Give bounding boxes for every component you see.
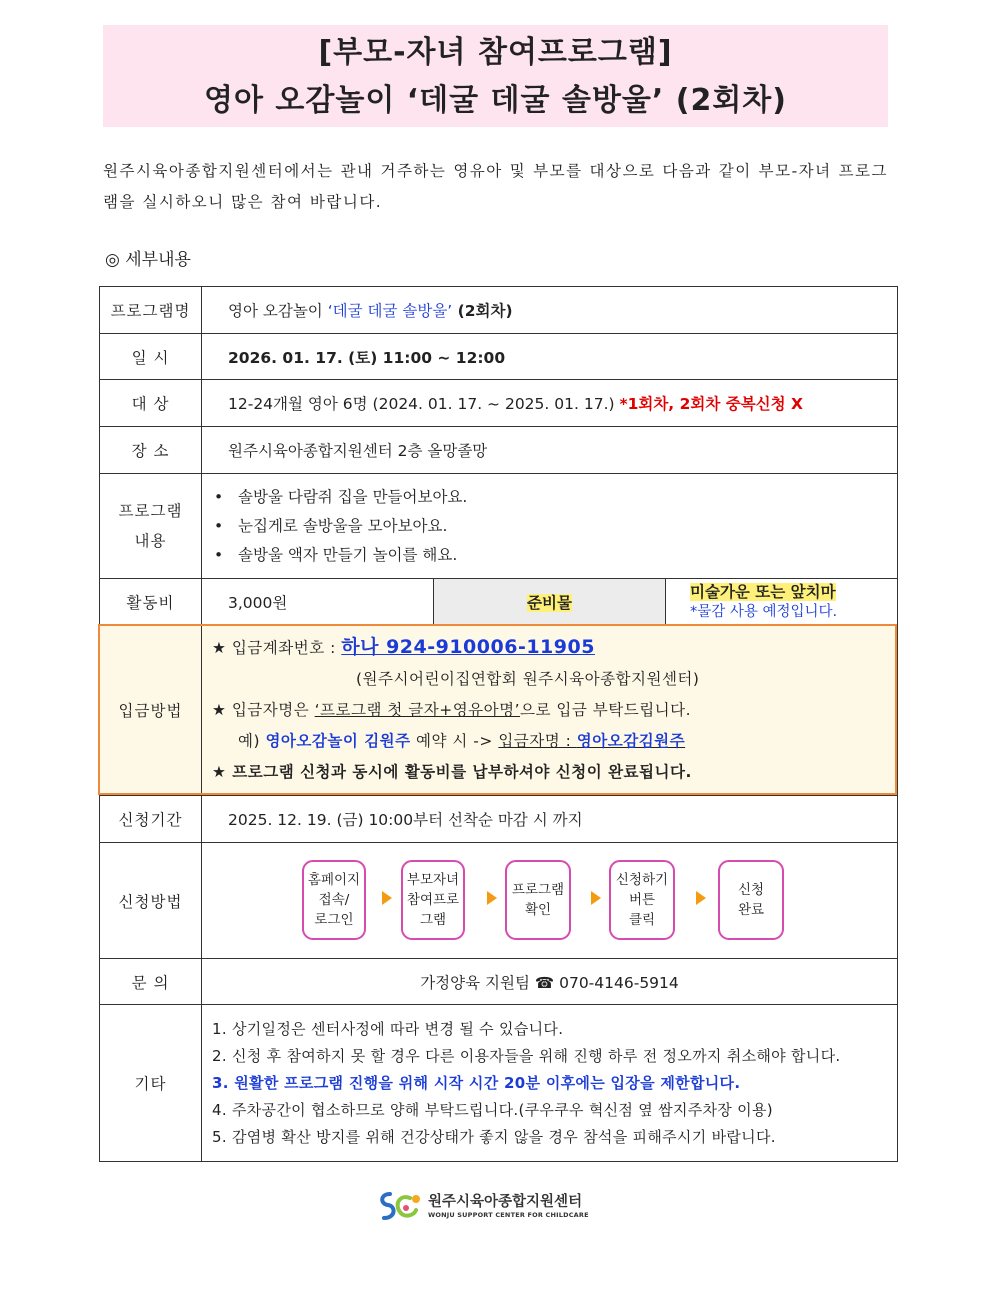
depositor-line [212, 695, 897, 726]
center-logo-icon [376, 1188, 424, 1224]
account-line [212, 632, 897, 664]
label-inquiry: 문 의 [100, 959, 202, 1005]
flow-step-text: 홈페이지 접속/ 로그인 [307, 871, 361, 928]
info-table [99, 286, 898, 1162]
apply-flow [202, 844, 897, 958]
value-period: 2025. 12. 19. (금) 10:00부터 선착순 마감 시 까지 [202, 796, 898, 843]
row-etc [100, 1005, 898, 1162]
footer-center-english: WONJU SUPPORT CENTER FOR CHILDCARE [428, 1211, 589, 1219]
program-prefix: 영아 오감놀이 [228, 302, 328, 320]
arrow-right-icon [382, 891, 392, 905]
title-line-2: 영아 오감놀이 ‘데굴 데굴 솔방울’ (2회차) [203, 83, 787, 118]
value-content [202, 474, 898, 579]
label-fee: 활동비 [100, 579, 202, 625]
label-period: 신청기간 [100, 796, 202, 843]
flow-step-text: 신청하기 버튼 클릭 [615, 871, 669, 928]
row-period [100, 796, 898, 843]
value-etc [202, 1005, 898, 1162]
section-heading: ◎ 세부내용 [105, 250, 191, 270]
account-holder: (원주시어린이집연합회 원주시육아종합지원센터) [356, 670, 700, 688]
value-datetime: 2026. 01. 17. (토) 11:00 ~ 12:00 [202, 334, 898, 380]
example-name: 영아오감놀이 김원주 [265, 732, 411, 750]
row-inquiry [100, 959, 898, 1005]
note-item: 1. 상기일정은 센터사정에 따라 변경 될 수 있습니다. [212, 1019, 564, 1038]
content-item: • 솔방울 액자 만들기 놀이를 해요. [210, 541, 897, 570]
label-target: 대 상 [100, 380, 202, 427]
flow-step-text: 부모자녀 참여프로 그램 [406, 871, 460, 928]
label-payment: 입금방법 [100, 625, 202, 796]
label-method: 신청방법 [100, 843, 202, 959]
value-payment [202, 625, 898, 796]
flow-step [505, 860, 571, 940]
note-item: 2. 신청 후 참여하지 못 할 경우 다른 이용자들을 위해 진행 하루 전 정오까지 취소해야 합니다. [212, 1046, 841, 1065]
prep-label-text: 준비물 [527, 593, 572, 612]
account-prefix: ★ 입금계좌번호 : [212, 639, 342, 657]
flow-step-text: 신청 완료 [737, 881, 765, 918]
value-target [202, 380, 898, 427]
arrow-right-icon [487, 891, 497, 905]
content-item: • 눈집게로 솔방울을 모아보아요. [210, 512, 897, 541]
row-fee [100, 579, 898, 625]
depositor-prefix: ★ 입금자명은 [212, 701, 315, 719]
label-content [100, 474, 202, 579]
row-datetime [100, 334, 898, 380]
flow-step [401, 860, 465, 940]
note-item: 4. 주차공간이 협소하므로 양해 부탁드립니다.(쿠우쿠우 혁신점 옆 쌈지주차장 이용) [212, 1100, 773, 1119]
value-program [202, 287, 898, 334]
title-line-1: [부모-자녀 참여프로그램] [318, 35, 673, 70]
row-content [100, 474, 898, 579]
row-method [100, 843, 898, 959]
value-place: 원주시육아종합지원센터 2층 올망졸망 [202, 427, 898, 474]
flow-step [302, 860, 366, 940]
value-method [202, 843, 898, 959]
value-fee: 3,000원 [202, 579, 434, 625]
flow-step [718, 860, 784, 940]
content-label-text: 프로그램 내용 [118, 502, 183, 550]
label-etc: 기타 [100, 1005, 202, 1162]
account-number: 하나 924-910006-11905 [341, 636, 595, 658]
value-prep [666, 579, 898, 625]
title-banner [103, 25, 888, 127]
row-target [100, 380, 898, 427]
program-session: (2회차) [452, 302, 513, 320]
target-warning: *1회차, 2회차 중복신청 X [619, 395, 803, 413]
example-result: 영아오감김원주 [576, 732, 686, 750]
label-place: 장 소 [100, 427, 202, 474]
row-payment [100, 625, 898, 796]
prep-note: *물감 사용 예정입니다. [690, 603, 838, 620]
payment-notice: ★ 프로그램 신청과 동시에 활동비를 납부하셔야 신청이 완료됩니다. [212, 763, 692, 781]
flow-step-text: 프로그램 확인 [511, 881, 565, 918]
row-program [100, 287, 898, 334]
label-datetime: 일 시 [100, 334, 202, 380]
footer-logo [376, 1186, 589, 1226]
note-item: 5. 감염병 확산 방지를 위해 건강상태가 좋지 않을 경우 참석을 피해주시기 바랍니다. [212, 1127, 776, 1146]
depositor-rule: ‘프로그램 첫 글자+영유아명’ [314, 701, 521, 719]
content-item: • 솔방울 다람쥐 집을 만들어보아요. [210, 483, 897, 512]
arrow-right-icon [696, 891, 706, 905]
example-prefix: 예) [238, 732, 266, 750]
footer-center-name: 원주시육아종합지원센터 [428, 1194, 583, 1210]
example-line [212, 726, 897, 757]
program-name: ‘데굴 데굴 솔방울’ [327, 302, 453, 320]
prep-value: 미술가운 또는 앞치마 [690, 582, 836, 601]
label-prep [434, 579, 666, 625]
flow-step [609, 860, 675, 940]
arrow-right-icon [591, 891, 601, 905]
intro-paragraph: 원주시육아종합지원센터에서는 관내 거주하는 영유아 및 부모를 대상으로 다음과 같이 부모-자녀 프로그램을 실시하오니 많은 참여 바랍니다. [103, 162, 888, 211]
example-mid: 예약 시 -> [410, 732, 499, 750]
note-item: 3. 원활한 프로그램 진행을 위해 시작 시간 20분 이후에는 입장을 제한합니다. [212, 1073, 741, 1092]
label-program: 프로그램명 [100, 287, 202, 334]
row-place [100, 427, 898, 474]
value-inquiry: 가정양육 지원팀 ☎ 070-4146-5914 [202, 959, 898, 1005]
target-text: 12-24개월 영아 6명 (2024. 01. 17. ~ 2025. 01. 17.) [228, 395, 620, 413]
example-label: 입금자명 : [498, 732, 577, 750]
depositor-suffix: 으로 입금 부탁드립니다. [520, 701, 692, 719]
